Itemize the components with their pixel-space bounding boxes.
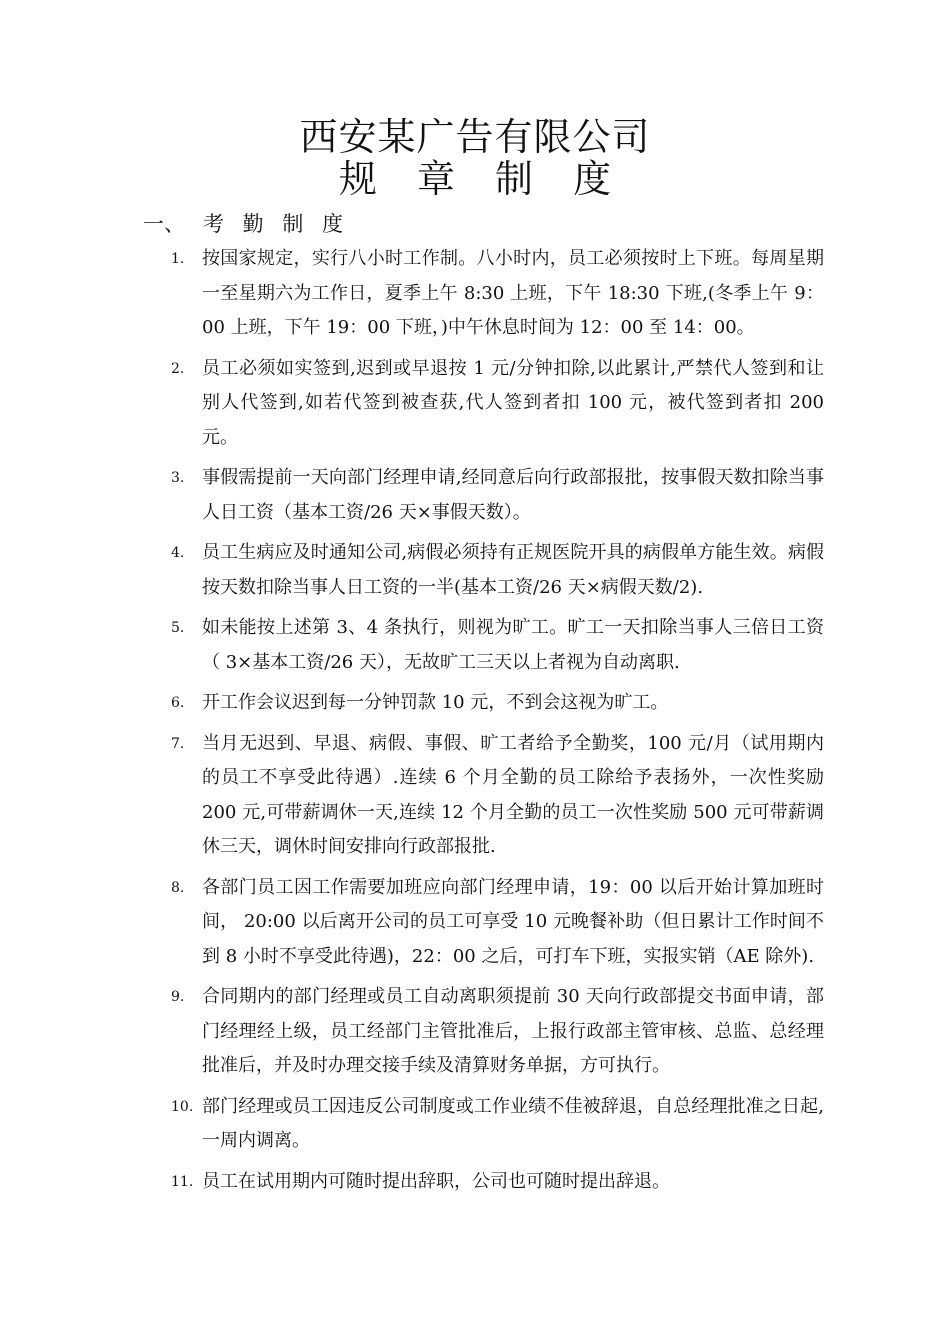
list-item — [0, 536, 950, 605]
list-item — [0, 871, 950, 975]
list-item — [0, 727, 950, 865]
item-text: 开工作会议迟到每一分钟罚款 10 元，不到会这视为旷工。 — [202, 692, 669, 713]
section-heading — [143, 214, 349, 235]
section-number: 一、 — [143, 212, 185, 236]
item-number: 5. — [171, 620, 185, 636]
item-number: 4. — [171, 545, 185, 561]
item-text: 各部门员工因工作需要加班应向部门经理申请，19：00 以后开始计算加班时间， 20:00 以后离开公司的员工可享受 10 元晚餐补助（但日累计工作时间不到 8 小时不享受此待遇)，22：00 之后，可打车下班，实报实销（AE 除外). — [202, 876, 824, 967]
item-number: 7. — [171, 735, 185, 752]
list-item — [0, 1165, 950, 1200]
item-text: 如未能按上述第 3、4 条执行，则视为旷工。旷工一天扣除当事人三倍日工资（ 3×基本工资/26 天），无故旷工三天以上者视为自动离职. — [202, 617, 824, 673]
list-item — [0, 686, 950, 721]
list-item — [0, 352, 950, 456]
item-number: 11. — [171, 1173, 194, 1190]
document-subtitle: 规 章 制 度 — [338, 157, 626, 201]
item-text: 部门经理或员工因违反公司制度或工作业绩不佳被辞退，自总经理批准之日起,一周内调离。 — [202, 1095, 824, 1151]
list-item — [0, 980, 950, 1084]
rules-list — [0, 242, 950, 1205]
item-text: 员工必须如实签到,迟到或早退按 1 元/分钟扣除,以此累计,严禁代人签到和让别人代签到,如若代签到被查获,代人签到者扣 100 元，被代签到者扣 200 元。 — [202, 357, 824, 448]
item-number: 10. — [171, 1098, 194, 1115]
item-number: 9. — [171, 989, 185, 1005]
item-number: 8. — [171, 879, 185, 896]
item-number: 3. — [171, 470, 185, 486]
item-text: 当月无迟到、早退、病假、事假、旷工者给予全勤奖，100 元/月（试用期内的员工不享受此待遇）.连续 6 个月全勤的员工除给予表扬外，一次性奖励 200 元,可带薪调休一天,连续 12 个月全勤的员工一次性奖励 500 元可带薪调休三天，调休时间安排向行政部报批. — [202, 732, 824, 857]
item-text: 按国家规定，实行八小时工作制。八小时内，员工必须按时上下班。每周星期一至星期六为工作日，夏季上午 8:30 上班，下午 18:30 下班,(冬季上午 9：00 上班，下午 19：00 下班，)中午休息时间为 12：00 至 14：00。 — [202, 248, 824, 338]
section-title: 考 勤 制 度 — [203, 212, 350, 236]
item-number: 6. — [171, 695, 185, 711]
item-text: 员工在试用期内可随时提出辞职，公司也可随时提出辞退。 — [202, 1170, 670, 1192]
item-text: 员工生病应及时通知公司,病假必须持有正规医院开具的病假单方能生效。病假按天数扣除当事人日工资的一半(基本工资/26 天×病假天数/2). — [202, 542, 824, 598]
item-text: 事假需提前一天向部门经理申请,经同意后向行政部报批，按事假天数扣除当事人日工资（基本工资/26 天×事假天数）。 — [202, 467, 824, 523]
list-item — [0, 1090, 950, 1159]
item-number: 1. — [171, 251, 185, 267]
list-item — [0, 611, 950, 680]
list-item — [0, 461, 950, 530]
item-number: 2. — [171, 360, 185, 377]
document-title: 西安某广告有限公司 — [299, 115, 651, 159]
item-text: 合同期内的部门经理或员工自动离职须提前 30 天向行政部提交书面申请，部门经理经上级，员工经部门主管批准后，上报行政部主管审核、总监、总经理批准后，并及时办理交接手续及清算财务单据，方可执行。 — [202, 986, 824, 1076]
list-item — [0, 242, 950, 346]
